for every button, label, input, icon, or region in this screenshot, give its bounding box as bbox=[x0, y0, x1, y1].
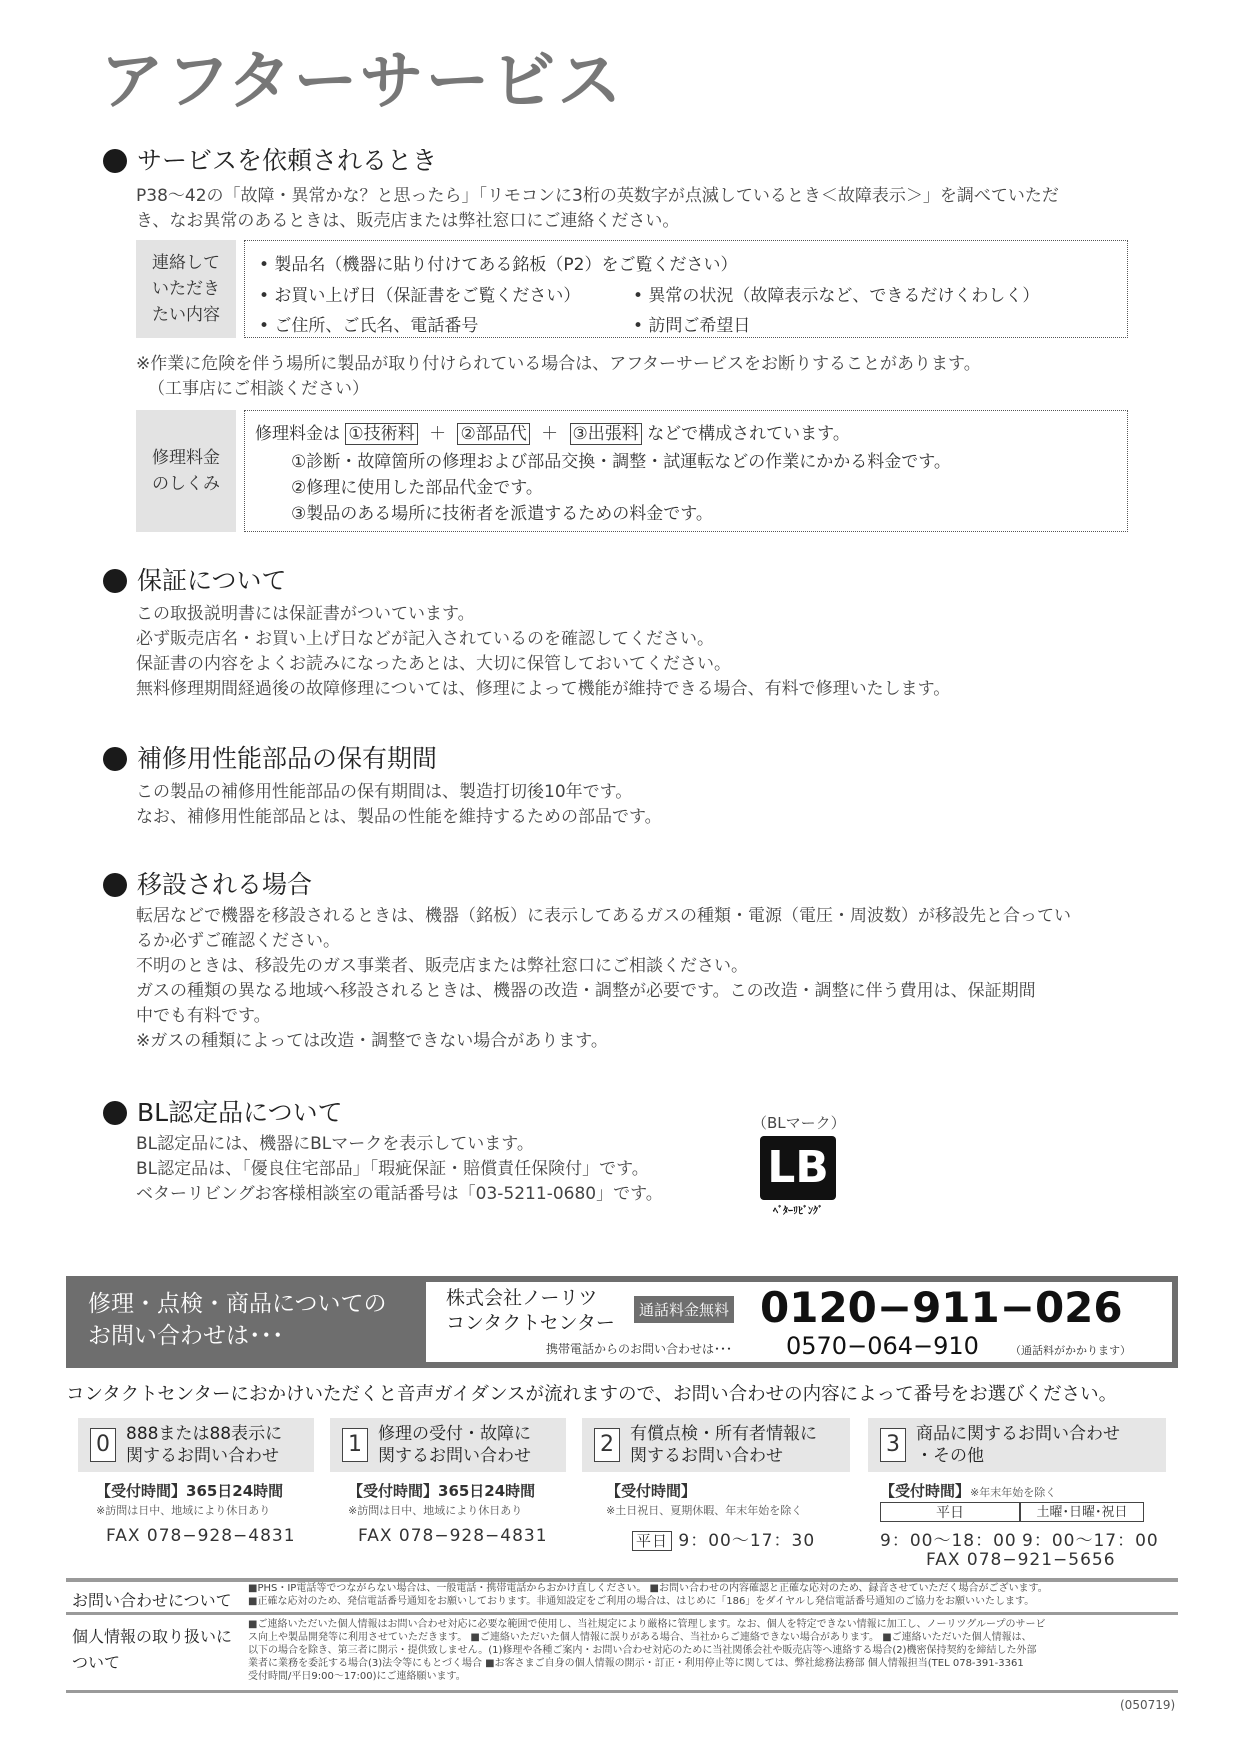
fee-detail: ①診断・故障箇所の修理および部品交換・調整・試運転などの作業にかかる料金です。 bbox=[291, 452, 951, 472]
bl-logo-sub: ﾍﾞﾀｰﾘﾋﾞﾝｸﾞ bbox=[773, 1206, 823, 1217]
section-heading-relocation: 移設される場合 bbox=[103, 872, 312, 897]
option-1[interactable]: 1 修理の受付・故障に 関するお問い合わせ bbox=[330, 1418, 566, 1472]
option-3[interactable]: 3 商品に関するお問い合わせ ・その他 bbox=[868, 1418, 1166, 1472]
option-0-note: ※訪問は日中、地域により休日あり bbox=[96, 1504, 271, 1517]
contact-item: • ご住所、ご氏名、電話番号 bbox=[259, 316, 479, 336]
contact-band-info bbox=[426, 1276, 1178, 1368]
inquiry-text: ■PHS・IP電話等でつながらない場合は、一般電話・携帯電話からおかけ直しください。 ■お問い合わせの内容確認と正確な応対のため、録音させていただく場合がございます。 ■正確な応対のため、発信電話番号通知をお願いしております。非通知設定をご利用の場合は、はじめに「186」をダイヤルし発信電話番号通知のご協力をお願いいたします。 bbox=[248, 1583, 1048, 1607]
contact-item: • 製品名（機器に貼り付けてある銘板（P2）をご覧ください） bbox=[259, 255, 738, 275]
contact-item: • 異常の状況（故障表示など、できるだけくわしく） bbox=[633, 286, 1040, 306]
option-2-note: ※土日祝日、夏期休暇、年末年始を除く bbox=[606, 1504, 803, 1517]
section-heading-service-request: サービスを依頼されるとき bbox=[103, 148, 437, 173]
mobile-number[interactable]: 0570−064−910 bbox=[786, 1332, 979, 1360]
parts-period-text: この製品の補修用性能部品の保有期間は、製造打切後10年です。 なお、補修用性能部品とは、製品の性能を維持するための部品です。 bbox=[136, 782, 662, 827]
company-name: 株式会社ノーリツ コンタクトセンター bbox=[446, 1287, 615, 1334]
weekend-header: 土曜･日曜･祝日 bbox=[1020, 1502, 1144, 1522]
bl-mark-caption: （BLマーク） bbox=[752, 1114, 846, 1132]
privacy-label: 個人情報の取り扱いに ついて bbox=[72, 1627, 233, 1672]
section-heading-warranty: 保証について bbox=[103, 568, 287, 593]
option-3-time-weekend: 9：00〜17：00 bbox=[1022, 1531, 1159, 1551]
warranty-text: この取扱説明書には保証書がついています。 必ず販売店名・お買い上げ日などが記入されているのを確認してください。 保証書の内容をよくお読みになったあとは、大切に保管しておいてください。 無料修理期間経過後の故障修理については、修理によって機能が維持できる場合、有料で修理いたします。 bbox=[136, 604, 951, 699]
bl-mark-logo bbox=[760, 1136, 836, 1218]
danger-warning: ※作業に危険を伴う場所に製品が取り付けられている場合は、アフターサービスをお断りすることがあります。 （工事店にご相談ください） bbox=[136, 354, 981, 399]
option-0-hours: 【受付時間】365日24時間 bbox=[96, 1482, 284, 1500]
bullet-icon bbox=[103, 1101, 127, 1125]
option-number: 0 bbox=[90, 1428, 116, 1462]
bullet-icon bbox=[103, 149, 127, 173]
option-0-fax: FAX 078−928−4831 bbox=[106, 1526, 296, 1546]
weekday-tag: 平日 bbox=[632, 1531, 672, 1551]
footer-divider bbox=[66, 1690, 1178, 1693]
page-title: アフターサービス bbox=[100, 45, 624, 119]
contact-item: • お買い上げ日（保証書をご覧ください） bbox=[259, 286, 581, 306]
fee-parts: ②部品代 bbox=[457, 423, 529, 445]
contact-items-box bbox=[244, 240, 1128, 338]
service-intro: P38～42の「故障・異常かな？と思ったら」「リモコンに3桁の英数字が点滅しているとき＜故障表示＞」を調べていただ き、なお異常のあるときは、販売店または弊社窓口にご連絡ください。 bbox=[136, 186, 1059, 231]
mobile-note: （通話料がかかります） bbox=[1010, 1344, 1131, 1357]
option-2-time: 平日 9：00〜17：30 bbox=[632, 1526, 815, 1551]
option-number: 2 bbox=[594, 1428, 620, 1462]
guidance-text: コンタクトセンターにおかけいただくと音声ガイダンスが流れますので、お問い合わせの内容によって番号をお選びください。 bbox=[66, 1384, 1118, 1405]
section-heading-parts-period: 補修用性能部品の保有期間 bbox=[103, 746, 437, 771]
toll-free-number[interactable]: 0120−911−026 bbox=[760, 1283, 1123, 1332]
option-3-hours: 【受付時間】※年末年始を除く bbox=[880, 1482, 1057, 1500]
option-2-hours: 【受付時間】 bbox=[606, 1482, 697, 1500]
option-number: 1 bbox=[342, 1428, 368, 1462]
inquiry-label: お問い合わせについて bbox=[72, 1591, 232, 1610]
fee-technical: ①技術料 bbox=[345, 423, 417, 445]
privacy-text: ■ご連絡いただいた個人情報はお問い合わせ対応に必要な範囲で使用し、当社規定により厳格に管理します。なお、個人を特定できない情報に加工し、ノーリツグループのサービ ス向上や製品開発等に利用させていただきます。 ■ご連絡いただいた個人情報に誤りがある場合、当社からご連絡できない場合があります。 ■ご連絡いただいた個人情報は、 以下の場合を除き、第三者に開示・提供致しません。(1)修理や各種ご案内・お問い合わせ対応のために当社関係会社や販売店等へ連絡する場合(2)機密保持契約を締結した外部 業者に業務を委託する場合(3)法令等にもとづく場合 ■お客さまご自身の個人情報の開示・訂正・利用停止等に関しては、弊社総務法務部 個人情報担当(TEL 078-391-3361 受付時間/平日9:00〜17:00)にご連絡願います。 bbox=[248, 1619, 1046, 1682]
option-1-hours: 【受付時間】365日24時間 bbox=[348, 1482, 536, 1500]
section-heading-bl: BL認定品について bbox=[103, 1100, 343, 1125]
contact-item: • 訪問ご希望日 bbox=[633, 316, 751, 336]
fee-detail: ②修理に使用した部品代金です。 bbox=[291, 478, 543, 498]
contact-band-title: 修理・点検・商品についての お問い合わせは･･･ bbox=[66, 1276, 426, 1368]
fee-label: 修理料金 のしくみ bbox=[136, 410, 236, 532]
doc-code: (050719) bbox=[1120, 1698, 1176, 1712]
fee-travel: ③出張料 bbox=[570, 423, 642, 445]
option-3-fax: FAX 078−921−5656 bbox=[926, 1550, 1116, 1570]
weekday-header: 平日 bbox=[880, 1502, 1020, 1522]
option-number: 3 bbox=[880, 1428, 906, 1462]
mobile-label: 携帯電話からのお問い合わせは･･･ bbox=[546, 1342, 733, 1356]
toll-free-badge: 通話料金無料 bbox=[634, 1296, 734, 1323]
bl-logo-icon: LB bbox=[760, 1136, 836, 1200]
fee-box bbox=[244, 410, 1128, 532]
fee-formula: 修理料金は ①技術料 ＋ ②部品代 ＋ ③出張料 などで構成されています。 bbox=[255, 424, 850, 444]
bullet-icon bbox=[103, 569, 127, 593]
fee-detail: ③製品のある場所に技術者を派遣するための料金です。 bbox=[291, 504, 713, 524]
option-0[interactable]: 0 888または88表示に 関するお問い合わせ bbox=[78, 1418, 314, 1472]
contact-label: 連絡して いただき たい内容 bbox=[136, 240, 236, 338]
relocation-text: 転居などで機器を移設されるときは、機器（銘板）に表示してあるガスの種類・電源（電圧・周波数）が移設先と合ってい るか必ずご確認ください。 不明のときは、移設先のガス事業者、販売店または弊社窓口にご相談ください。 ガスの種類の異なる地域へ移設されるときは、機器の改造・調整が必要です。この改造・調整に伴う費用は、保証期間 中でも有料です。 ※ガスの種類によっては改造・調整できない場合があります。 bbox=[136, 906, 1071, 1051]
footer-divider bbox=[66, 1612, 1178, 1615]
bullet-icon bbox=[103, 873, 127, 897]
option-1-note: ※訪問は日中、地域により休日あり bbox=[348, 1504, 523, 1517]
option-2[interactable]: 2 有償点検・所有者情報に 関するお問い合わせ bbox=[582, 1418, 850, 1472]
option-3-time-weekday: 9：00〜18：00 bbox=[880, 1531, 1017, 1551]
option-1-fax: FAX 078−928−4831 bbox=[358, 1526, 548, 1546]
bl-text: BL認定品には、機器にBLマークを表示しています。 BL認定品は、「優良住宅部品」「瑕疵保証・賠償責任保険付」です。 ベターリビングお客様相談室の電話番号は「03-5211-0680」です。 bbox=[136, 1134, 663, 1204]
bullet-icon bbox=[103, 747, 127, 771]
